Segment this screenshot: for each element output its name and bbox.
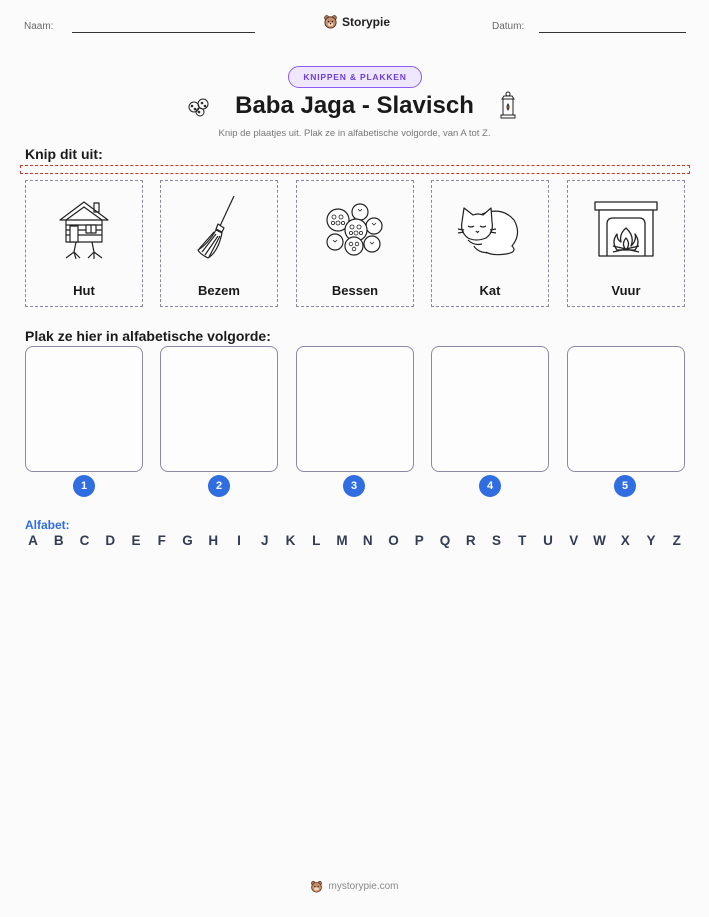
paste-slot-1[interactable]: [25, 346, 143, 472]
alphabet-letter: L: [312, 533, 321, 548]
card-label: Kat: [479, 283, 501, 298]
berries-icon: [323, 200, 387, 258]
card-kat[interactable]: [431, 180, 549, 307]
alphabet-letter: J: [260, 533, 269, 548]
paste-slot-3[interactable]: [296, 346, 414, 472]
alphabet-letter: D: [105, 533, 116, 548]
alphabet-letter: U: [543, 533, 553, 548]
alphabet-letter: P: [414, 533, 424, 548]
card-label: Bessen: [331, 283, 379, 298]
page-title: Baba Jaga - Slavisch: [235, 92, 474, 119]
footer: [0, 880, 709, 893]
alphabet-row: [25, 533, 685, 548]
alphabet-letter: I: [237, 533, 241, 548]
slot-number-1: 1: [73, 475, 95, 497]
alphabet-letter: G: [182, 533, 193, 548]
brand-logo: [323, 14, 390, 29]
paste-heading: Plak ze hier in alfabetische volgorde:: [25, 328, 271, 344]
alphabet-letter: E: [131, 533, 141, 548]
alphabet-letter: N: [362, 533, 373, 548]
bear-icon: [323, 14, 338, 29]
slot-number-4: 4: [479, 475, 501, 497]
card-bezem[interactable]: [160, 180, 278, 307]
instructions: Knip de plaatjes uit. Plak ze in alfabetische volgorde, van A tot Z.: [218, 128, 491, 139]
hut-icon: [54, 196, 114, 262]
alphabet-heading: Alfabet:: [25, 518, 70, 532]
cut-line: [20, 165, 690, 174]
alphabet-letter: T: [518, 533, 527, 548]
alphabet-letter: X: [620, 533, 630, 548]
date-line[interactable]: [539, 32, 686, 33]
card-bessen[interactable]: [296, 180, 414, 307]
name-line[interactable]: [72, 32, 255, 33]
alphabet-letter: W: [593, 533, 606, 548]
cut-heading: Knip dit uit:: [25, 146, 103, 162]
card-label: Hut: [73, 283, 95, 298]
alphabet-letter: Q: [439, 533, 451, 548]
paste-slot-5[interactable]: [567, 346, 685, 472]
alphabet-letter: B: [53, 533, 64, 548]
alphabet-letter: V: [569, 533, 579, 548]
alphabet-letter: Y: [646, 533, 656, 548]
slot-number-5: 5: [614, 475, 636, 497]
paste-slot-2[interactable]: [160, 346, 278, 472]
card-label: Bezem: [198, 283, 240, 298]
alphabet-letter: C: [79, 533, 90, 548]
alphabet-letter: K: [285, 533, 296, 548]
alphabet-letter: M: [336, 533, 348, 548]
alphabet-letter: H: [208, 533, 219, 548]
alphabet-letter: S: [491, 533, 501, 548]
alphabet-letter: R: [465, 533, 476, 548]
alphabet-letter: F: [157, 533, 166, 548]
footer-url[interactable]: mystorypie.com: [328, 881, 399, 892]
brand-name: Storypie: [342, 14, 391, 29]
alphabet-letter: Z: [672, 533, 681, 548]
alphabet-letter: A: [28, 533, 38, 548]
slot-number-2: 2: [208, 475, 230, 497]
activity-badge: KNIPPEN & PLAKKEN: [288, 66, 422, 88]
cat-icon: [456, 200, 524, 258]
name-label: Naam:: [24, 21, 54, 32]
paste-slot-4[interactable]: [431, 346, 549, 472]
card-hut[interactable]: [25, 180, 143, 307]
lantern-icon: [498, 91, 518, 121]
card-label: Vuur: [611, 283, 641, 298]
date-label: Datum:: [492, 21, 525, 32]
card-vuur[interactable]: [567, 180, 685, 307]
bear-icon: [310, 880, 323, 893]
fireplace-icon: [593, 200, 659, 258]
slot-number-3: 3: [343, 475, 365, 497]
alphabet-letter: O: [388, 533, 399, 548]
broom-icon: [194, 194, 244, 264]
